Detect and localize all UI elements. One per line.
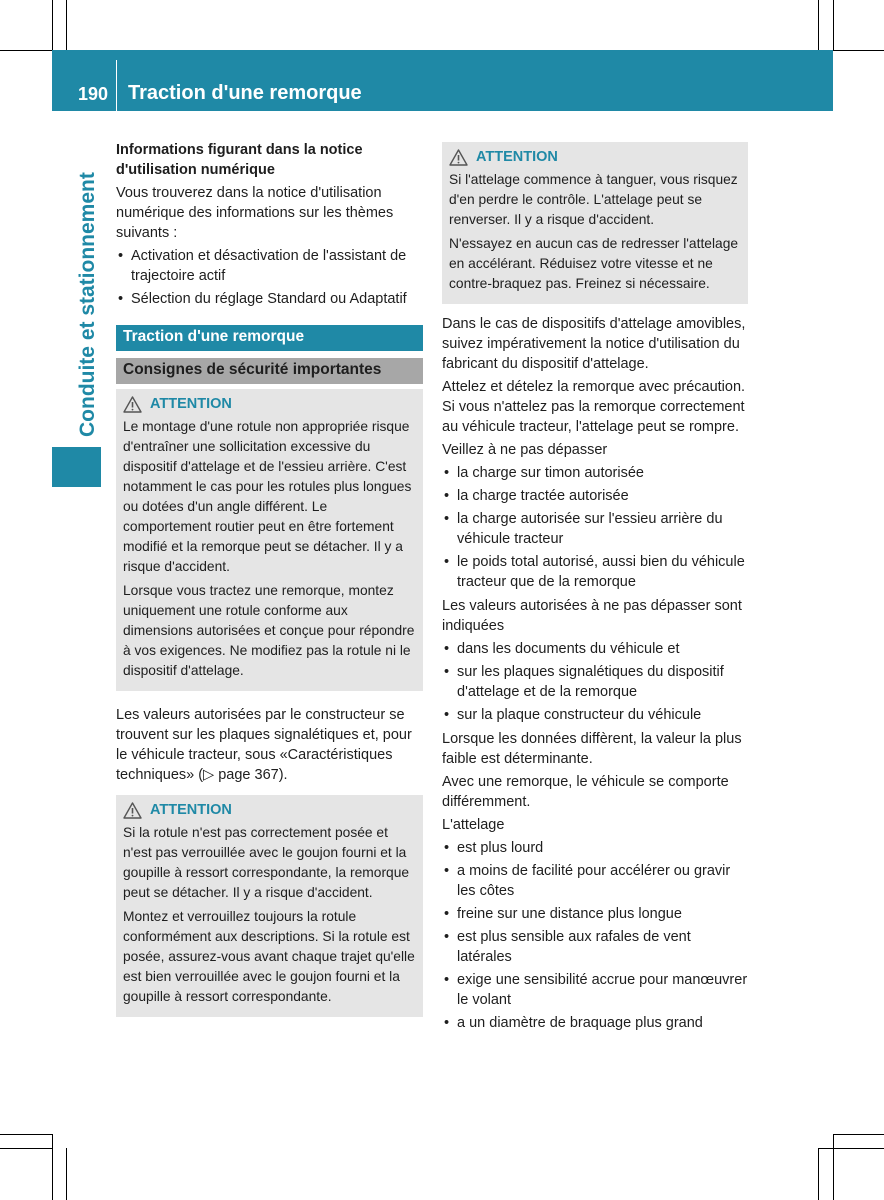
crop-mark xyxy=(0,1148,52,1149)
attelage-bullet-list xyxy=(442,838,748,1033)
info-text: Vous trouverez dans la notice d'utilisation numérique des informations sur les thèmes suivants : xyxy=(116,185,394,241)
warning-header xyxy=(449,146,741,168)
section-title: Traction d'une remorque xyxy=(116,325,423,351)
list-item: • sur les plaques signalétiques du dispositif d'attelage et de la remorque xyxy=(442,662,748,702)
warning-text: Montez et verrouillez toujours la rotule conformément aux descriptions. Si la rotule est posée, assurez-vous avant chaque trajet qu'elle est bien verrouillée avec le goujon fourni et la goupille à ressort correspondante. xyxy=(123,909,415,1004)
warning-triangle-icon xyxy=(449,149,468,166)
crop-mark xyxy=(833,50,884,51)
list-item: • la charge sur timon autorisée xyxy=(442,463,748,483)
indicated-bullet-list xyxy=(442,639,748,725)
values-text: Les valeurs autorisées par le constructeur se trouvent sur les plaques signalétiques et, pour le véhicule tracteur, sous «Caractéristiques techniques» (▷ page 367). xyxy=(116,707,412,783)
crop-mark xyxy=(66,1148,67,1200)
warning-triangle-icon xyxy=(123,802,142,819)
info-bullet-list xyxy=(116,246,423,309)
crop-mark xyxy=(52,1134,53,1200)
warning-text: N'essayez en aucun cas de redresser l'attelage en accélérant. Réduisez votre vitesse et ne contre-braquez pas. Freinez si nécessaire. xyxy=(449,236,739,291)
list-item: • est plus lourd xyxy=(442,838,748,858)
page-number: 190 xyxy=(78,84,109,104)
warning-box xyxy=(442,142,748,304)
warning-header xyxy=(123,393,416,415)
list-item: • Activation et désactivation de l'assistant de trajectoire actif xyxy=(116,246,423,286)
chapter-side-tab: Conduite et stationnement xyxy=(76,172,99,437)
header-divider xyxy=(116,60,117,111)
list-item: • la charge tractée autorisée xyxy=(442,486,748,506)
crop-mark xyxy=(52,0,53,50)
crop-mark xyxy=(833,1134,884,1135)
warning-box xyxy=(116,389,423,691)
chapter-tab-marker xyxy=(52,447,101,487)
subsection-title: Consignes de sécurité importantes xyxy=(116,358,423,384)
warning-box xyxy=(116,795,423,1017)
crop-mark xyxy=(818,1148,884,1149)
list-item: • freine sur une distance plus longue xyxy=(442,904,748,924)
crop-mark xyxy=(818,1148,819,1200)
crop-mark xyxy=(66,0,67,50)
left-column xyxy=(116,140,423,1031)
crop-mark xyxy=(833,0,834,50)
list-item: • sur la plaque constructeur du véhicule xyxy=(442,705,748,725)
list-item: • a un diamètre de braquage plus grand xyxy=(442,1013,748,1033)
warning-header xyxy=(123,799,416,821)
list-item: • dans les documents du véhicule et xyxy=(442,639,748,659)
attelage-text: L'attelage xyxy=(442,817,505,833)
page-title: Traction d'une remorque xyxy=(128,82,362,104)
crop-mark xyxy=(0,1134,52,1135)
right-column xyxy=(442,142,748,1037)
crop-mark xyxy=(818,0,819,50)
removable-text: Dans le cas de dispositifs d'attelage amovibles, suivez impérativement la notice d'utilisation du fabricant du dispositif d'attelage. xyxy=(442,316,746,372)
hitch-text: Attelez et dételez la remorque avec précaution. Si vous n'attelez pas la remorque correctement au véhicule tracteur, l'attelage peut se rompre. xyxy=(442,379,746,435)
warning-label: ATTENTION xyxy=(150,396,232,412)
info-heading: Informations figurant dans la notice d'utilisation numérique xyxy=(116,142,363,178)
crop-mark xyxy=(833,1134,834,1200)
list-item: • a moins de facilité pour accélérer ou gravir les côtes xyxy=(442,861,748,901)
warning-text: Si la rotule n'est pas correctement posée et n'est pas verrouillée avec le goujon fourni et la goupille à ressort correspondante, la remorque peut se détacher. Il y a risque d'accident. xyxy=(123,825,410,900)
warning-triangle-icon xyxy=(123,396,142,413)
behaves-text: Avec une remorque, le véhicule se comporte différemment. xyxy=(442,774,729,810)
warning-text: Lorsque vous tractez une remorque, montez uniquement une rotule conforme aux dimensions autorisées et conçue pour répondre à vos exigences. Ne modifiez pas la rotule ni le dispositif d'attelage. xyxy=(123,583,415,678)
crop-mark xyxy=(0,50,52,51)
list-item: • est plus sensible aux rafales de vent latérales xyxy=(442,927,748,967)
values-indicated-text: Les valeurs autorisées à ne pas dépasser sont indiquées xyxy=(442,598,742,634)
list-item: • la charge autorisée sur l'essieu arrière du véhicule tracteur xyxy=(442,509,748,549)
exceed-bullet-list xyxy=(442,463,748,592)
warning-text: Le montage d'une rotule non appropriée risque d'entraîner une sollicitation excessive du dispositif d'attelage et de l'essieu arrière. C'est notamment le cas pour les rotules plus longues ou dotées d'un angle différent. Le comportement routier peut en être fortement modifié et la remorque peut se détacher. Il y a risque d'accident. xyxy=(123,419,412,574)
warning-text: Si l'attelage commence à tanguer, vous risquez d'en perdre le contrôle. L'attelage peut se renverser. Il y a risque d'accident. xyxy=(449,172,738,227)
list-item: • le poids total autorisé, aussi bien du véhicule tracteur que de la remorque xyxy=(442,552,748,592)
differ-text: Lorsque les données diffèrent, la valeur la plus faible est déterminante. xyxy=(442,731,742,767)
warning-label: ATTENTION xyxy=(150,802,232,818)
not-exceed-text: Veillez à ne pas dépasser xyxy=(442,442,608,458)
list-item: • exige une sensibilité accrue pour manœuvrer le volant xyxy=(442,970,748,1010)
warning-label: ATTENTION xyxy=(476,149,558,165)
list-item: • Sélection du réglage Standard ou Adaptatif xyxy=(116,289,423,309)
